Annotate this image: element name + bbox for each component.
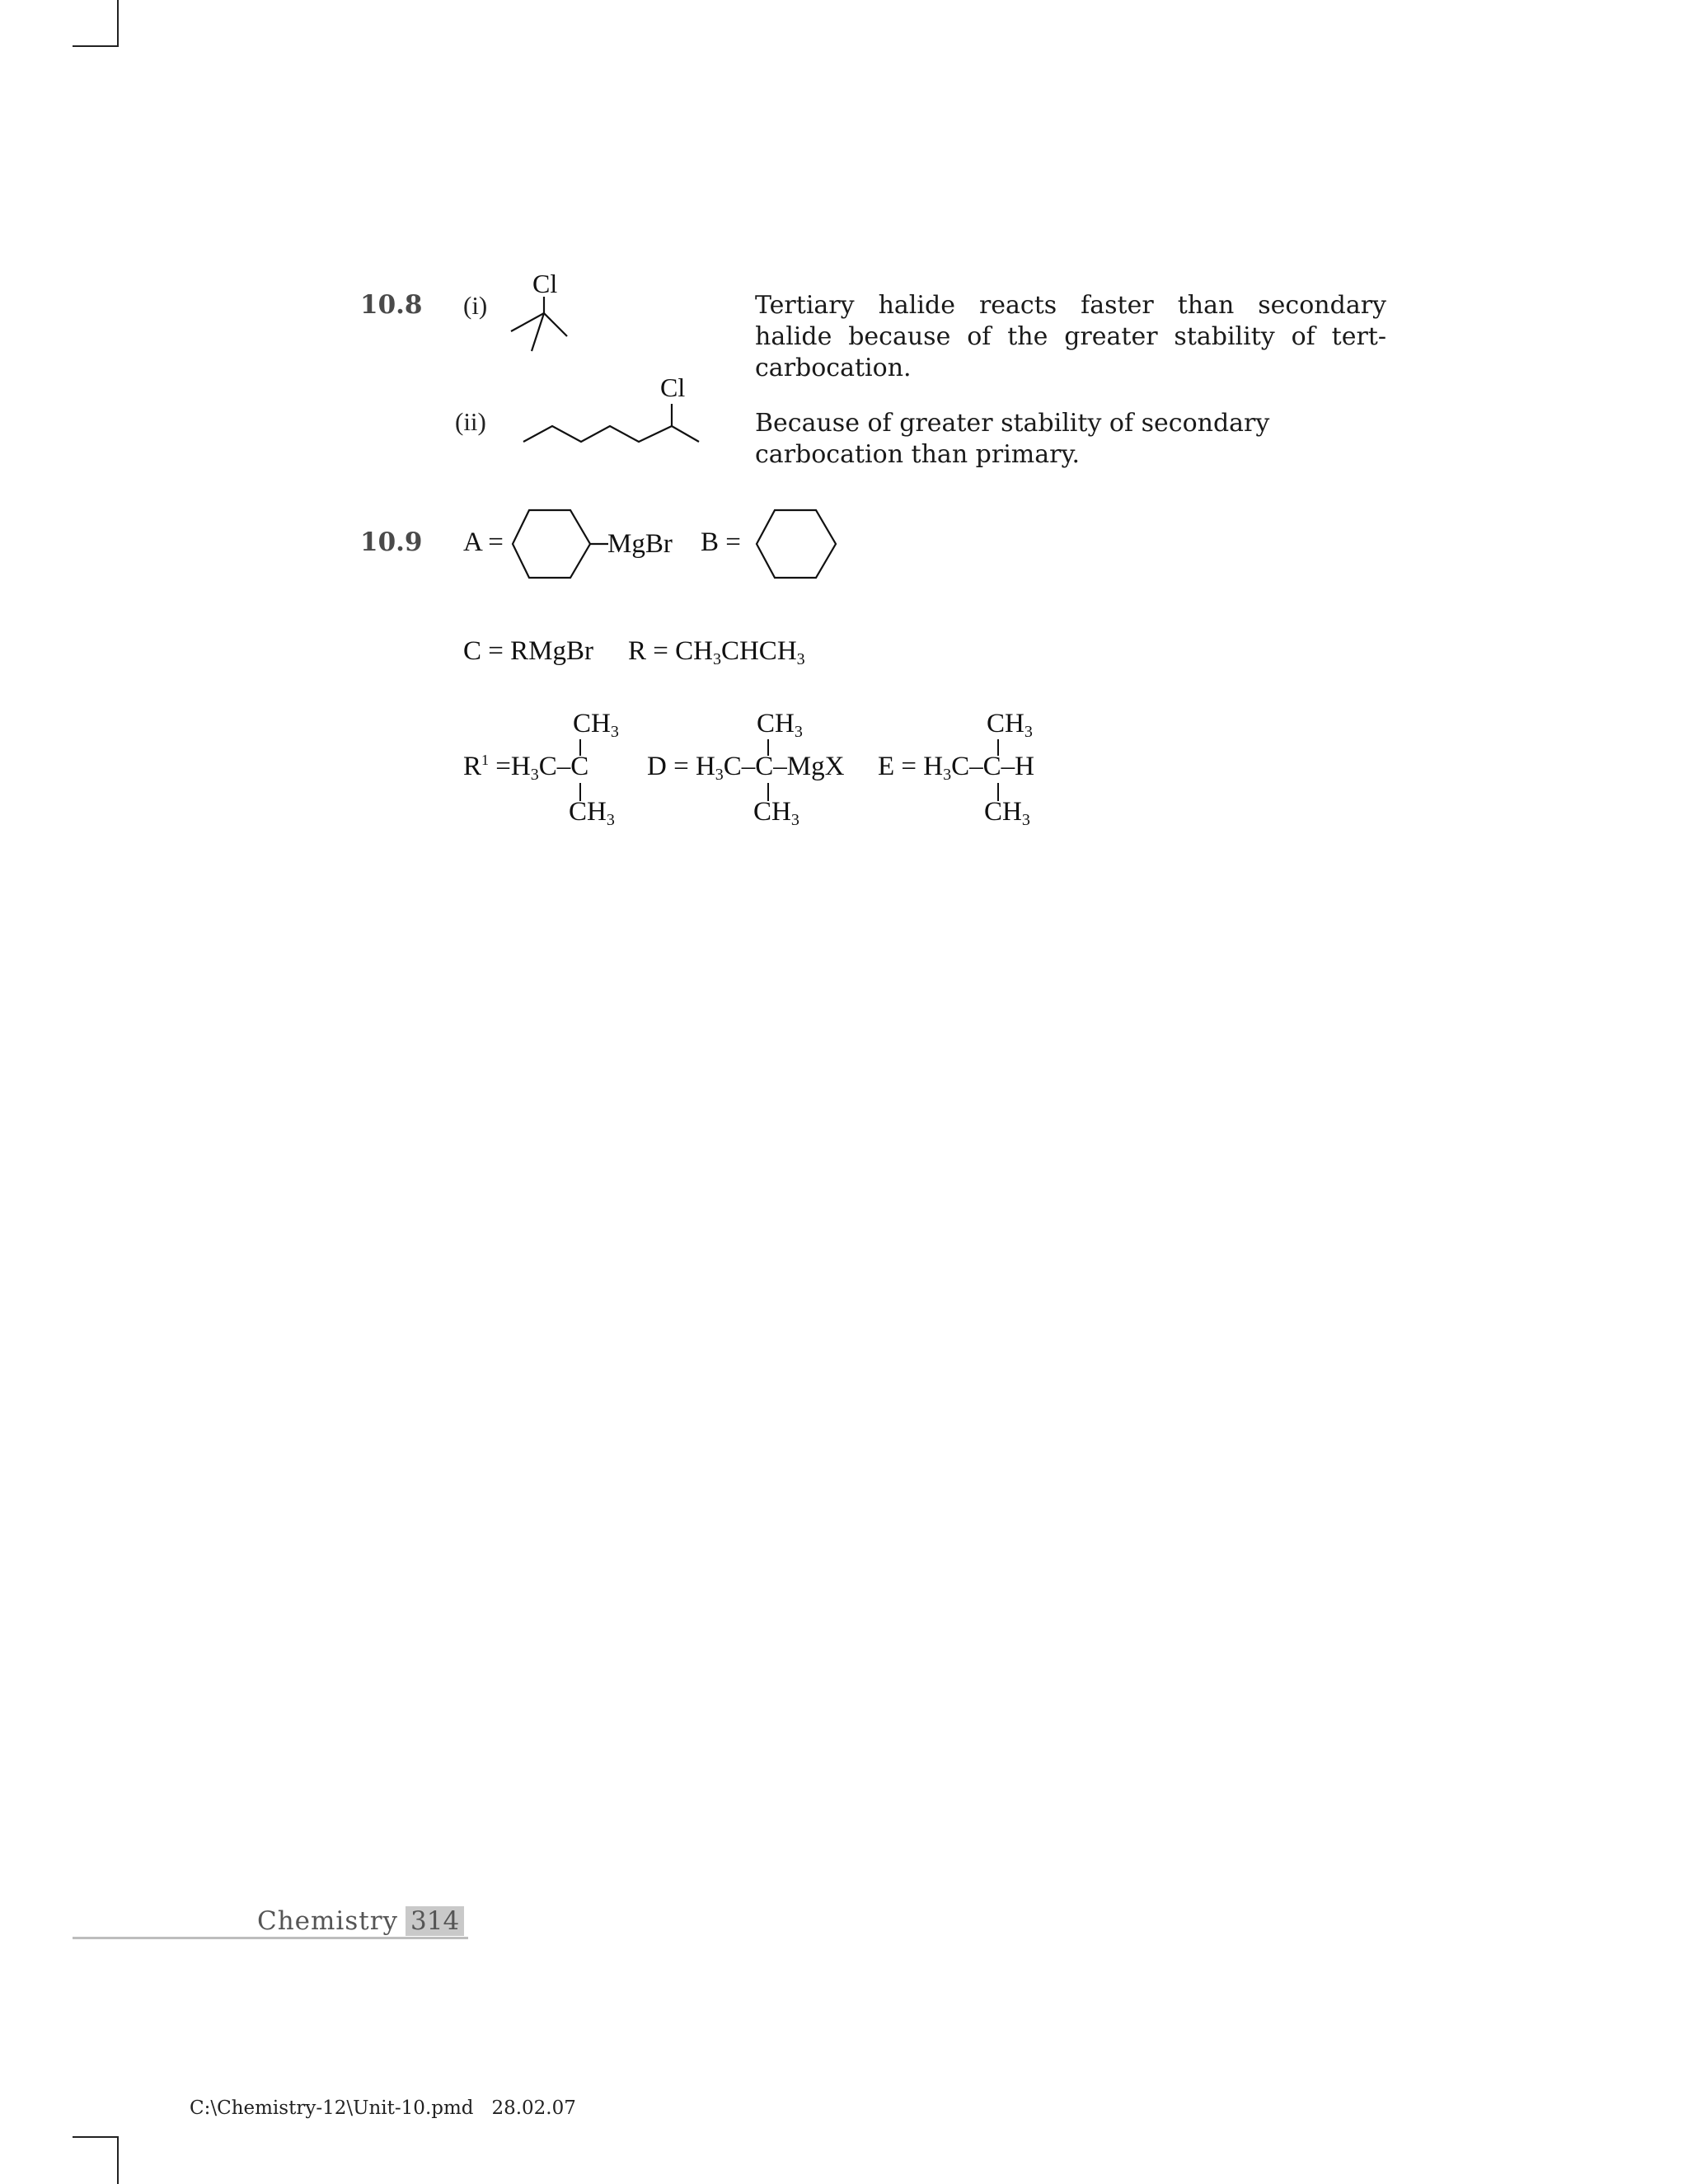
e-bottom-ch3: $CH_3$	[984, 797, 1030, 829]
file-date: 28.02.07	[491, 2097, 576, 2119]
tert-butyl-chloride-structure	[503, 293, 569, 353]
group-r-s2: 3	[796, 650, 805, 668]
tert-butyl-chloride-cl-label: Cl	[532, 269, 558, 298]
part-i-label: (i)	[463, 291, 488, 320]
answer-10-8-ii: Because of greater stability of secondary carbocation than primary.	[755, 409, 1270, 469]
footer-book-title: Chemistry	[257, 1906, 399, 1936]
compound-c-lhs: C =	[463, 636, 504, 666]
footer-page-number: 314	[406, 1906, 464, 1936]
question-number-10-8: 10.8	[360, 290, 423, 320]
d-bottom-ch3: $CH_3$	[753, 797, 799, 829]
r1-bottom-ch3: $CH_3$	[569, 797, 615, 829]
e-top-ch3: $CH_3$	[987, 709, 1033, 741]
group-r-p2: CHCH	[720, 636, 797, 666]
d-main-line: $D = H_3C-C$–MgX	[647, 752, 845, 784]
compound-a-label: A =	[463, 527, 504, 557]
compound-a-mgbr: MgBr	[607, 529, 673, 559]
e-main-line: $E = H_3C-C-H$	[878, 752, 1034, 784]
footer-rule	[73, 1937, 468, 1939]
cyclohexane-ring-b	[755, 509, 837, 579]
chloroalkane-cl-label: Cl	[660, 373, 686, 402]
compound-c-equation	[463, 636, 593, 667]
answer-10-8-i: Tertiary halide reacts faster than secondary halide because of the greater stability of tert-carbocation.	[755, 291, 1386, 382]
compound-b-label: B =	[701, 527, 741, 557]
r1-top-ch3: $CH_3$	[573, 709, 619, 741]
crop-mark-top-vertical	[117, 0, 119, 46]
file-info	[190, 2097, 576, 2119]
crop-mark-top-horizontal	[73, 45, 119, 47]
compound-c-value: RMgBr	[510, 636, 593, 666]
d-top-ch3: $CH_3$	[757, 709, 803, 741]
question-number-10-9: 10.9	[360, 527, 423, 557]
group-r-lhs: R =	[628, 636, 668, 666]
group-r-p1: CH	[675, 636, 713, 666]
cyclohexyl-ring-a	[511, 509, 610, 579]
group-r-s1: 3	[712, 650, 721, 668]
part-ii-label: (ii)	[455, 407, 486, 436]
file-path: C:\Chemistry-12\Unit-10.pmd	[190, 2097, 474, 2119]
crop-mark-bottom-horizontal	[73, 2136, 119, 2138]
group-r-equation	[628, 636, 805, 667]
crop-mark-bottom-vertical	[117, 2136, 119, 2184]
r1-main-line: $R^1 =H_3C-C$	[463, 752, 589, 784]
chloroalkane-structure	[519, 396, 701, 447]
